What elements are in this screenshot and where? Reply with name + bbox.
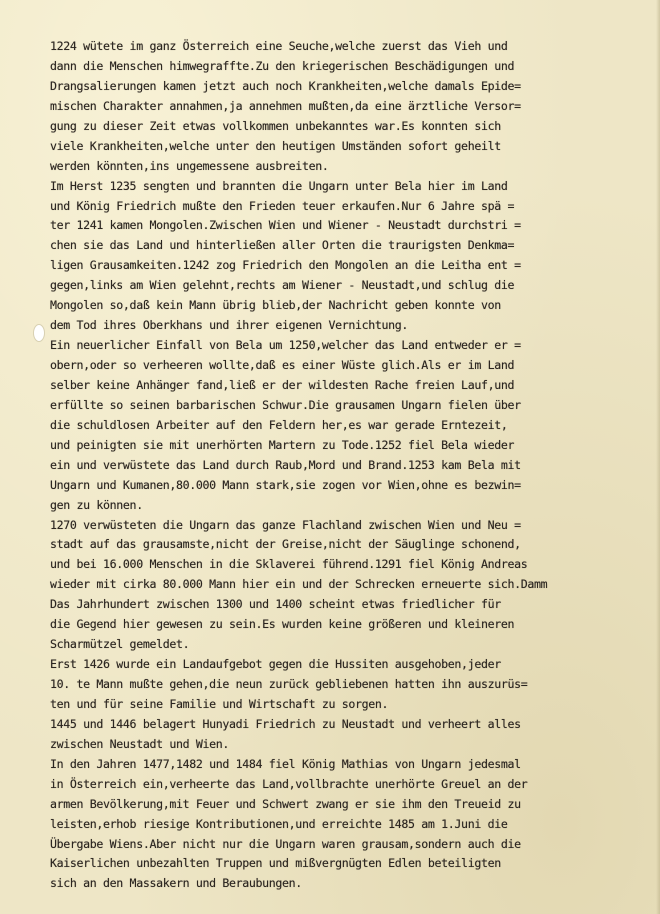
- text-line: 1445 und 1446 belagert Hunyadi Friedrich zu Neustadt und verheert alles: [50, 716, 521, 731]
- text-line: armen Bevölkerung,mit Feuer und Schwert zwang er sie ihm den Treueid zu: [50, 796, 521, 811]
- text-line: werden könnten,ins ungemessene ausbreiten.: [50, 158, 329, 173]
- text-line: und König Friedrich mußte den Frieden teuer erkaufen.Nur 6 Jahre spä =: [50, 198, 515, 213]
- typewritten-text: [50, 37, 640, 894]
- text-line: gung zu dieser Zeit etwas vollkommen unbekanntes war.Es konnten sich: [50, 118, 501, 133]
- text-line: Ein neuerlicher Einfall von Bela um 1250,welcher das Land entweder er =: [50, 338, 521, 353]
- text-line: 1270 verwüsteten die Ungarn das ganze Flachland zwischen Wien und Neu =: [50, 517, 521, 532]
- text-line: gen zu können.: [50, 497, 143, 512]
- text-line: Erst 1426 wurde ein Landaufgebot gegen die Hussiten ausgehoben,jeder: [50, 657, 501, 672]
- text-line: Scharmützel gemeldet.: [50, 637, 190, 652]
- text-line: dann die Menschen himwegraffte.Zu den kriegerischen Beschädigungen und: [50, 58, 515, 73]
- text-line: Übergabe Wiens.Aber nicht nur die Ungarn waren grausam,sondern auch die: [50, 836, 521, 851]
- text-line: Im Herst 1235 sengten und brannten die Ungarn unter Bela hier im Land: [50, 178, 508, 193]
- text-line: die schuldlosen Arbeiter auf den Feldern her,es war gerade Erntezeit,: [50, 417, 508, 432]
- text-line: Ungarn und Kumanen,80.000 Mann stark,sie zogen vor Wien,ohne es bezwin=: [50, 477, 521, 492]
- text-line: sich an den Massakern und Beraubungen.: [50, 876, 302, 891]
- text-line: leisten,erhob riesige Kontributionen,und erreichte 1485 am 1.Juni die: [50, 816, 508, 831]
- text-line: stadt auf das grausamste,nicht der Greise,nicht der Säuglinge schonend,: [50, 537, 521, 552]
- text-line: chen sie das Land und hinterließen aller Orten die traurigsten Denkma=: [50, 238, 515, 253]
- text-line: 10. te Mann mußte gehen,die neun zurück gebliebenen hatten ihn auszurüs=: [50, 677, 528, 691]
- text-line: Kaiserlichen unbezahlten Truppen und mißvergnügten Edlen beteiligten: [50, 856, 501, 871]
- text-line: ein und verwüstete das Land durch Raub,Mord und Brand.1253 kam Bela mit: [50, 457, 521, 472]
- text-line: und peinigten sie mit unerhörten Martern zu Tode.1252 fiel Bela wieder: [50, 437, 515, 452]
- text-line: ligen Grausamkeiten.1242 zog Friedrich den Mongolen an die Leitha ent =: [50, 258, 521, 273]
- text-line: In den Jahren 1477,1482 und 1484 fiel König Mathias von Ungarn jedesmal: [50, 756, 521, 771]
- text-line: selber keine Anhänger fand,ließ er der wildesten Rache freien Lauf,und: [50, 377, 515, 392]
- text-line: obern,oder so verheeren wollte,daß es einer Wüste glich.Als er im Land: [50, 358, 515, 372]
- text-line: Mongolen so,daß kein Mann übrig blieb,der Nachricht geben konnte von: [50, 298, 501, 313]
- text-line: ter 1241 kamen Mongolen.Zwischen Wien und Wiener - Neustadt durchstri =: [50, 218, 521, 233]
- text-line: viele Krankheiten,welche unter den heutigen Umständen sofort geheilt: [50, 138, 501, 153]
- text-line: Das Jahrhundert zwischen 1300 und 1400 scheint etwas friedlicher für: [50, 597, 501, 612]
- page-edge-shadow: [656, 0, 660, 914]
- text-line: gegen,links am Wien gelehnt,rechts am Wiener - Neustadt,und schlug die: [50, 278, 515, 293]
- text-line: wieder mit cirka 80.000 Mann hier ein und der Schrecken erneuerte sich.Damm: [50, 577, 548, 592]
- text-line: erfüllte so seinen barbarischen Schwur.Die grausamen Ungarn fielen über: [50, 397, 521, 412]
- text-line: dem Tod ihres Oberkhans und ihrer eigenen Vernichtung.: [50, 318, 409, 333]
- text-line: 1224 wütete im ganz Österreich eine Seuche,welche zuerst das Vieh und: [50, 39, 508, 53]
- text-line: Drangsalierungen kamen jetzt auch noch Krankheiten,welche damals Epide=: [50, 78, 521, 93]
- text-line: und bei 16.000 Menschen in die Sklaverei führend.1291 fiel König Andreas: [50, 557, 528, 572]
- text-line: in Österreich ein,verheerte das Land,vollbrachte unerhörte Greuel an der: [50, 776, 528, 791]
- punch-hole: [33, 324, 45, 342]
- text-line: ten und für seine Familie und Wirtschaft zu sorgen.: [50, 696, 389, 711]
- text-line: zwischen Neustadt und Wien.: [50, 736, 230, 751]
- text-line: die Gegend hier gewesen zu sein.Es wurden keine größeren und kleineren: [50, 617, 515, 632]
- text-line: mischen Charakter annahmen,ja annehmen mußten,da eine ärztliche Versor=: [50, 98, 521, 113]
